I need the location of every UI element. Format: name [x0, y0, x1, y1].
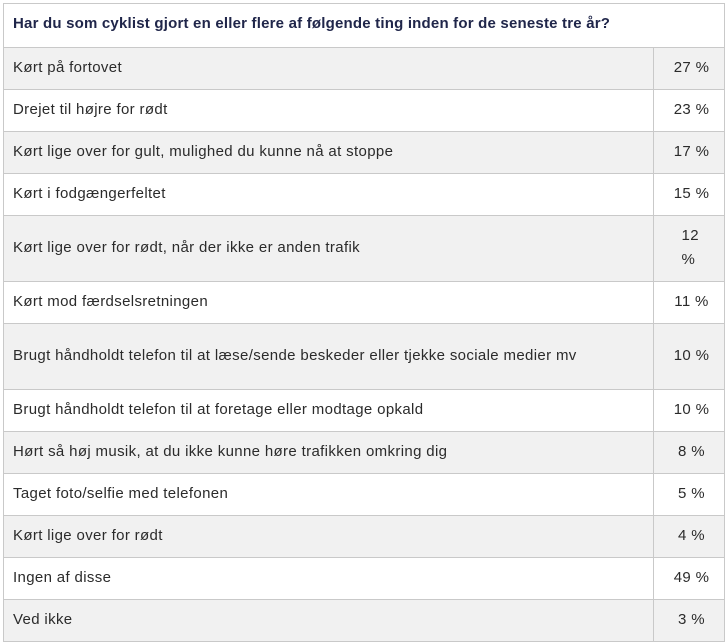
answer-cell: Taget foto/selfie med telefonen: [4, 474, 654, 516]
answer-cell: Kørt mod færdselsretningen: [4, 282, 654, 324]
percent-cell: 11 %: [654, 282, 725, 324]
percent-cell: 15 %: [654, 174, 725, 216]
answer-cell: Kørt lige over for gult, mulighed du kunne nå at stoppe: [4, 132, 654, 174]
table-row: [4, 600, 725, 642]
table-header-row: [4, 4, 725, 48]
answer-cell: Drejet til højre for rødt: [4, 90, 654, 132]
table-row: [4, 174, 725, 216]
table-row: [4, 216, 725, 282]
table-row: [4, 558, 725, 600]
answer-cell: Ved ikke: [4, 600, 654, 642]
percent-cell: 4 %: [654, 516, 725, 558]
percent-cell: 27 %: [654, 48, 725, 90]
table-row: [4, 432, 725, 474]
answer-cell: Brugt håndholdt telefon til at foretage eller modtage opkald: [4, 390, 654, 432]
answer-cell: Brugt håndholdt telefon til at læse/sende beskeder eller tjekke sociale medier mv: [4, 324, 654, 390]
table-row: [4, 390, 725, 432]
answer-cell: Kørt i fodgængerfeltet: [4, 174, 654, 216]
answer-cell: Hørt så høj musik, at du ikke kunne høre trafikken omkring dig: [4, 432, 654, 474]
table-row: [4, 48, 725, 90]
table-row: [4, 474, 725, 516]
table-row: [4, 90, 725, 132]
answer-cell: Kørt lige over for rødt, når der ikke er anden trafik: [4, 216, 654, 282]
question-heading: Har du som cyklist gjort en eller flere af følgende ting inden for de seneste tre år?: [4, 4, 725, 48]
percent-cell: 10 %: [654, 324, 725, 390]
percent-cell: 3 %: [654, 600, 725, 642]
percent-cell: 17 %: [654, 132, 725, 174]
percent-value: 12 %: [681, 227, 699, 268]
percent-cell: 49 %: [654, 558, 725, 600]
answer-cell: Kørt lige over for rødt: [4, 516, 654, 558]
table-row: [4, 516, 725, 558]
percent-cell: 23 %: [654, 90, 725, 132]
survey-results-table: [3, 3, 725, 642]
percent-cell: [654, 216, 725, 282]
percent-cell: 8 %: [654, 432, 725, 474]
percent-cell: 10 %: [654, 390, 725, 432]
table-row: [4, 282, 725, 324]
answer-cell: Kørt på fortovet: [4, 48, 654, 90]
percent-cell: 5 %: [654, 474, 725, 516]
table-row: [4, 324, 725, 390]
table-row: [4, 132, 725, 174]
answer-cell: Ingen af disse: [4, 558, 654, 600]
